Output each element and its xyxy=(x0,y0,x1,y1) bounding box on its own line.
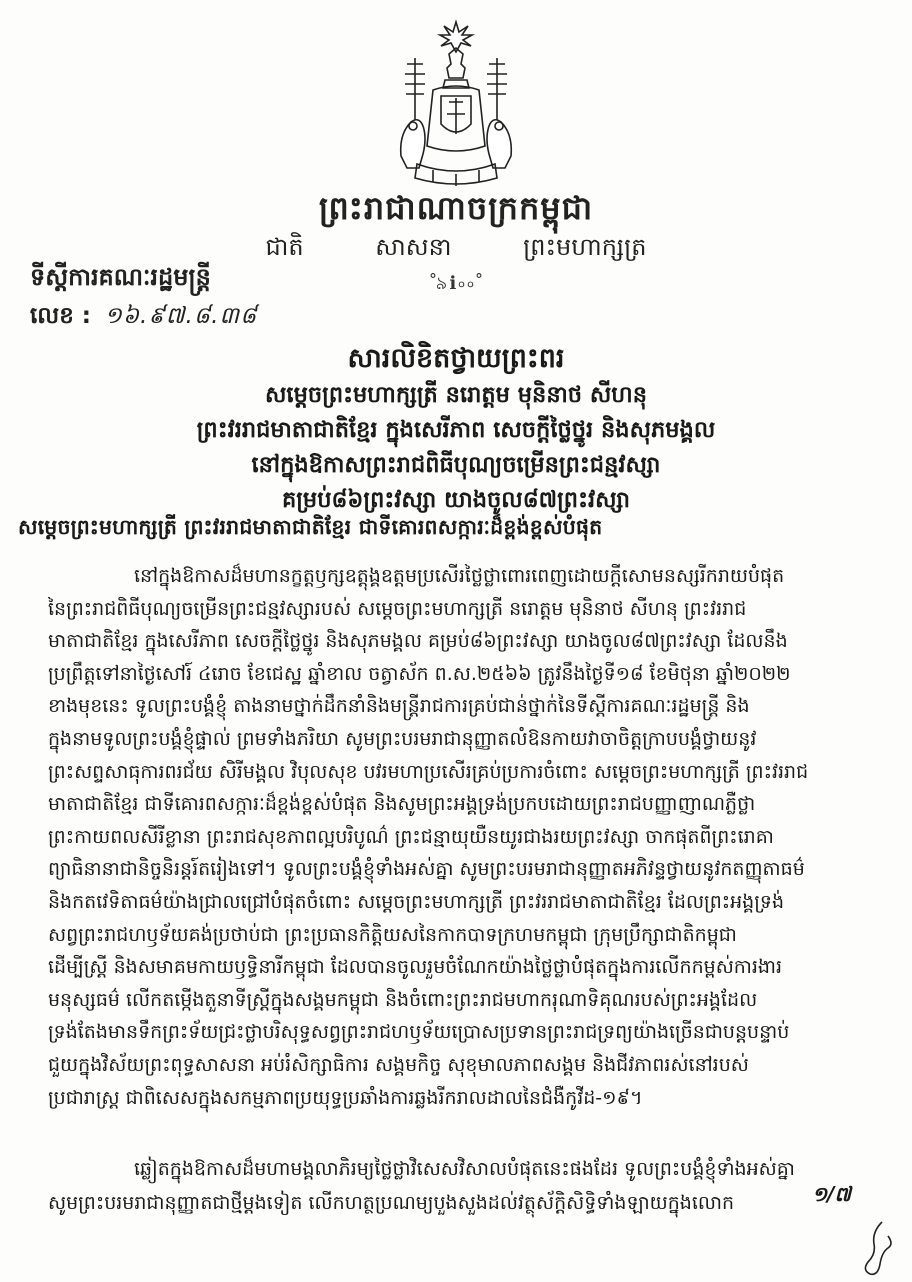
title-line-3: ព្រះវររាជមាតាជាតិខ្មែរ ក្នុងសេរីភាព សេចក្តីថ្លៃថ្នូរ និងសុភមង្គល xyxy=(196,417,716,443)
body-line: ឆ្លៀតក្នុងឱកាសដ៏មហាមង្គលាភិរម្យថ្លៃថ្លាវិសេសវិសាលបំផុតនេះផងដែរ ទូលព្រះបង្គំខ្ញុំទាំងអស់គ្នា xyxy=(134,1158,795,1180)
body-line: មនុស្សធម៌ លើកតម្កើងតួនាទីស្ត្រីក្នុងសង្គមកម្ពុជា និងចំពោះព្រះរាជមហាករុណាទិគុណរបស់ព្រះអង្គដែល xyxy=(48,988,758,1011)
motto-king: ព្រះមហាក្សត្រ xyxy=(523,233,647,261)
body-line: ជួយក្នុងវិស័យព្រះពុទ្ធសាសនា អប់រំសិក្សាធិការ សង្គមកិច្ច សុខុមាលភាពសង្គម និងជីវភាពរស់នៅរបស់ xyxy=(48,1053,749,1076)
royal-coat-of-arms-icon xyxy=(393,18,519,188)
body-line: នៅក្នុងឱកាសដ៏មហានក្ខត្តឫក្សឧត្តុង្គឧត្តមប្រសើរថ្លៃថ្លាពោរពេញដោយក្តីសោមនស្សរីករាយបំផុត xyxy=(134,565,785,587)
reference-label: លេខ : xyxy=(30,303,92,329)
body-line: ដើម្បីស្ត្រី និងសមាគមកាយឫទ្ធិនារីកម្ពុជា ដែលបានចូលរួមចំណែកយ៉ាងថ្លៃថ្លាបំផុតក្នុងការលើកកម្ពស់ការងារ xyxy=(48,956,783,979)
initials-signature-icon xyxy=(858,1218,898,1278)
motto-nation: ជាតិ xyxy=(265,233,304,261)
title-line-4: នៅក្នុងឱកាសព្រះរាជពិធីបុណ្យចម្រើនព្រះជន្មវស្សា xyxy=(251,452,661,478)
ornament-divider: ﹾ৯ℹ৹৹ﹾ xyxy=(430,273,482,294)
body-line: សព្វព្រះរាជហឫទ័យគង់ប្រថាប់ជា ព្រះប្រធានកិត្តិយសនៃកាកបាទក្រហមកម្ពុជា ក្រុមប្រឹក្សាជាតិកម្ពុជា xyxy=(48,923,737,946)
letter-title xyxy=(0,340,912,518)
body-line: ប្រព្រឹត្តទៅនាថ្ងៃសៅរ៍ ៤រោច ខែជេស្ឋ ឆ្នាំខាល ចត្វាស័ក ព.ស.២៥៦៦ ត្រូវនឹងថ្ងៃទី១៨ ខែមិថុនា ឆ្នាំ២០២២ xyxy=(48,662,791,685)
paragraph-2 xyxy=(48,1152,864,1220)
body-line: ខាងមុខនេះ ទូលព្រះបង្គំខ្ញុំ តាងនាមថ្នាក់ដឹកនាំនិងមន្ត្រីរាជការគ្រប់ជាន់ថ្នាក់នៃទីស្តីការគណៈរដ្ឋមន្ត្រី និង xyxy=(48,695,750,718)
issuing-office: ទីស្តីការគណៈរដ្ឋមន្ត្រី xyxy=(30,263,211,291)
body-line: មាតាជាតិខ្មែរ ជាទីគោរពសក្ការៈដ៏ខ្ពង់ខ្ពស់បំផុត និងសូមព្រះអង្គទ្រង់ប្រកបដោយព្រះរាជបញ្ញាញាណភ្លឺថ្លា xyxy=(48,793,756,816)
body-line: ប្រជារាស្ត្រ ជាពិសេសក្នុងសកម្មភាពប្រយុទ្ធប្រឆាំងការឆ្លងរីករាលដាលនៃជំងឺកូវីដ-១៩។ xyxy=(48,1086,643,1109)
reference-value: ១៦.៩៧.៨.៣៨ xyxy=(104,303,258,329)
body-line: សូមព្រះបរមរាជានុញ្ញាតជាថ្មីម្តងទៀត លើកហត្ថប្រណម្យបួងសួងដល់វត្ថុស័ក្តិសិទ្ធិទាំងឡាយក្នុងលោក xyxy=(48,1192,735,1214)
kingdom-name: ព្រះរាជាណាចក្រកម្ពុជា xyxy=(318,189,594,227)
title-line-2: សម្តេចព្រះមហាក្សត្រី នរោត្តម មុនិនាថ សីហនុ xyxy=(265,382,647,408)
body-line: ក្នុងនាមទូលព្រះបង្គំខ្ញុំផ្ទាល់ ព្រមទាំងភរិយា សូមព្រះបរមរាជានុញ្ញាតលំឱនកាយវាចាចិត្តក្រាបបង្គំថ្វាយនូវ xyxy=(48,727,757,750)
body-line: ព្រះកាយពលសីរីខ្លានា ព្រះរាជសុខភាពល្អបរិបូណ៌ ព្រះជន្មាយុយឺនយូរជាងរយព្រះវស្សា ចាកផុតពីព្រះរោគា xyxy=(48,825,774,848)
salutation: សម្តេចព្រះមហាក្សត្រី ព្រះវររាជមាតាជាតិខ្មែរ ជាទីគោរពសក្ការៈដ៏ខ្ពង់ខ្ពស់បំផុត xyxy=(18,515,603,539)
motto-religion: សាសនា xyxy=(375,233,452,261)
body-line: មាតាជាតិខ្មែរ ក្នុងសេរីភាព សេចក្តីថ្លៃថ្នូរ និងសុភមង្គល គម្រប់៨៦ព្រះវស្សា យាងចូល៨៧ព្រះវស្សា ដែលនឹង xyxy=(48,630,788,653)
body-line: និងកតវេទិតាធម៌យ៉ាងជ្រាលជ្រៅបំផុតចំពោះ សម្តេចព្រះមហាក្សត្រី ព្រះវររាជមាតាជាតិខ្មែរ ដែលព្រះអង្គទ្រង់ xyxy=(48,890,784,913)
reference-number xyxy=(30,302,257,335)
title-line-5: គម្រប់៨៦ព្រះវស្សា យាងចូល៨៧ព្រះវស្សា xyxy=(281,487,631,513)
page-number: ១/៧ xyxy=(812,1182,851,1206)
body-line: ទ្រង់តែងមានទឹកព្រះទ័យជ្រះថ្លាបរិសុទ្ធសព្វព្រះរាជហឫទ័យប្រោសប្រទានព្រះរាជទ្រព្យយ៉ាងច្រើនជាបន្តបន្ទាប់ xyxy=(48,1021,790,1044)
body-line: នៃព្រះរាជពិធីបុណ្យចម្រើនព្រះជន្មវស្សារបស់ សម្តេចព្រះមហាក្សត្រី នរោត្តម មុនិនាថ សីហនុ ព្រះវររាជ xyxy=(48,597,747,620)
title-line-1: សារលិខិតថ្វាយព្រះពរ xyxy=(347,343,565,374)
body-line: ព្យាធិនានាជានិច្ចនិរន្តរ៍តរៀងទៅ។ ទូលព្រះបង្គំខ្ញុំទាំងអស់គ្នា សូមព្រះបរមរាជានុញ្ញាតអភិវន្ទថ្វាយនូវកតញ្ញុតាធម៌ xyxy=(48,858,805,881)
body-line: ព្រះសព្ទសាធុការពរជ័យ សិរីមង្គល វិបុលសុខ បវរមហាប្រសើរគ្រប់ប្រការចំពោះ សម្តេចព្រះមហាក្សត្រី ព្រះវររាជ xyxy=(48,760,809,783)
paragraph-1 xyxy=(48,560,864,1114)
